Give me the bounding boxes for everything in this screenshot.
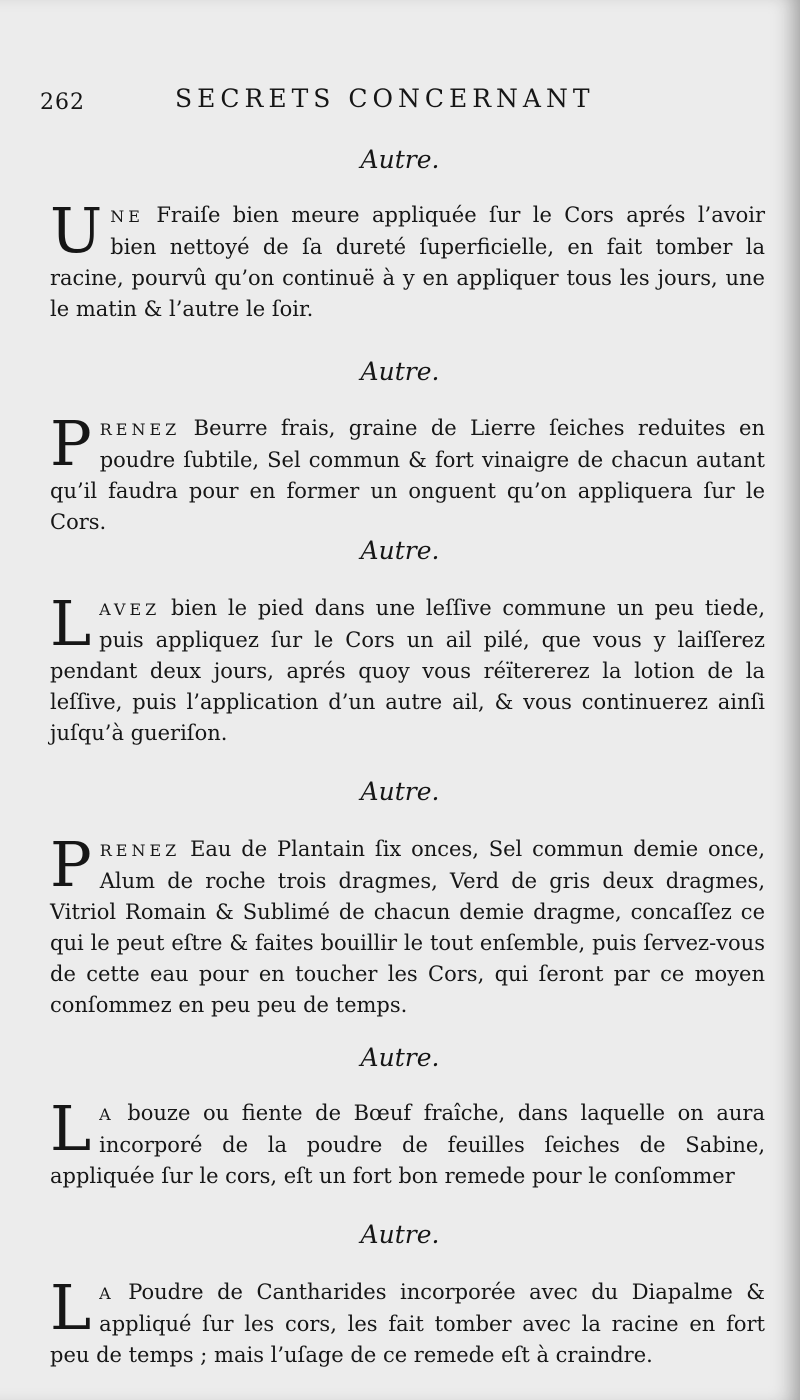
paragraph-text: bouze ou fiente de Bœuf fraîche, dans laquelle on aura incorporé de la poudre de feuilles ſeiches de Sabine, appliquée ſur le cors, eſt un fort bon remede pour le conſommer bbox=[50, 1101, 765, 1188]
drop-cap: P bbox=[50, 407, 92, 480]
drop-cap: L bbox=[50, 587, 92, 660]
recipe-paragraph bbox=[50, 828, 765, 1021]
paragraph-text: Eau de Plantain ſix onces, Sel commun demie once, Alum de roche trois dragmes, Verd de gris deux dragmes, Vitriol Romain & Sublimé de chacun demie dragme, concaſſez ce qui le peut eſtre & faites bouillir le tout enſemble, puis ſervez-vous de cette eau pour en toucher les Cors, qui ſeront par ce moyen conſommez en peu peu de temps. bbox=[50, 837, 765, 1017]
running-title: SECRETS CONCERNANT bbox=[175, 84, 595, 113]
recipe-paragraph bbox=[50, 407, 765, 538]
section-heading: Autre. bbox=[360, 357, 440, 386]
page-header bbox=[40, 84, 760, 120]
section-heading: Autre. bbox=[360, 1220, 440, 1249]
recipe-paragraph bbox=[50, 587, 765, 749]
recipe-paragraph bbox=[50, 1092, 765, 1192]
lead-word: RENEZ bbox=[99, 420, 181, 439]
lead-word: NE bbox=[110, 207, 144, 226]
drop-cap: L bbox=[50, 1092, 92, 1165]
section-heading: Autre. bbox=[360, 1043, 440, 1072]
paragraph-text: Poudre de Cantharides incorporée avec du Diapalme & appliqué ſur les cors, les fait tomber avec la racine en fort peu de temps ; mais l’uſage de ce remede eſt à craindre. bbox=[50, 1280, 765, 1367]
section-heading: Autre. bbox=[360, 536, 440, 565]
lead-word: RENEZ bbox=[99, 841, 181, 860]
recipe-paragraph bbox=[50, 194, 765, 325]
paragraph-text: Beurre frais, graine de Lierre ſeiches reduites en poudre ſubtile, Sel commun & fort vinaigre de chacun autant qu’il faudra pour en former un onguent qu’on appliquera ſur le Cors. bbox=[50, 416, 765, 534]
lead-word: A bbox=[99, 1105, 115, 1124]
recipe-paragraph bbox=[50, 1271, 765, 1371]
drop-cap: L bbox=[50, 1271, 92, 1344]
section-heading: Autre. bbox=[360, 777, 440, 806]
lead-word: AVEZ bbox=[99, 600, 161, 619]
paragraph-text: Fraiſe bien meure appliquée ſur le Cors aprés l’avoir bien nettoyé de ſa dureté ſuperficielle, en fait tomber la racine, pourvû qu’on continuë à y en appliquer tous les jours, une le matin & l’autre le ſoir. bbox=[50, 203, 765, 321]
lead-word: A bbox=[99, 1284, 115, 1303]
page-number: 262 bbox=[40, 90, 85, 115]
drop-cap: P bbox=[50, 828, 92, 901]
paragraph-text: bien le pied dans une leſſive commune un peu tiede, puis appliquez ſur le Cors un ail pilé, que vous y laiſſerez pendant deux jours, aprés quoy vous réïtererez la lotion de la leſſive, puis l’application d’un autre ail, & vous continuerez ainſi juſqu’à gueriſon. bbox=[50, 596, 765, 745]
drop-cap: U bbox=[50, 194, 103, 267]
section-heading: Autre. bbox=[360, 145, 440, 174]
